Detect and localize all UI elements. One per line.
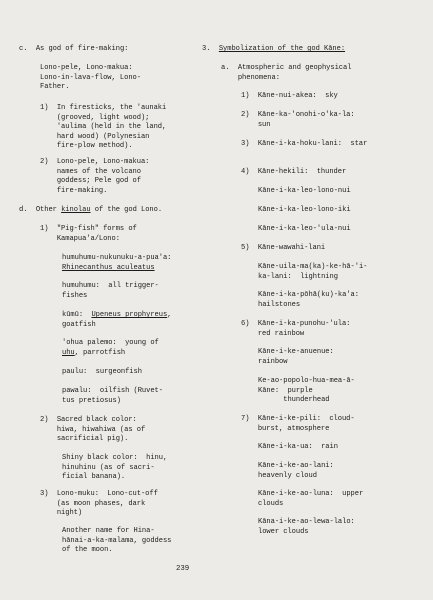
- humuhumu-nukunuku-name: humuhumu-nukunuku-a-pua'a:: [62, 254, 172, 262]
- sacred-black-item: 2) Sacred black color: hiwa, hiwahiwa (as of sacrificial pig).: [40, 416, 146, 444]
- section-3-title: Symbolization of the god Kāne:: [218, 45, 346, 53]
- kumu-entry: kūmū: Upeneus prophyreus,: [62, 311, 172, 319]
- humuhumu-entry: humuhumu: all trigger- fishes: [62, 282, 159, 300]
- section-c-heading: c. As god of fire-making:: [19, 45, 129, 53]
- upeneus-latin-name: Upeneus prophyreus: [91, 311, 168, 319]
- paulu-entry: paulu: surgeonfish: [62, 368, 142, 376]
- section-3-heading: 3. Symbolization of the god Kāne:: [202, 45, 346, 53]
- kinolau-term: kinolau: [61, 206, 91, 214]
- kane-star-item: 3) Kāne-i-ka-hoku-lani: star: [241, 140, 368, 148]
- kane-rain-entry: Kāne-i-ka-ua: rain: [258, 443, 338, 451]
- atmospheric-heading: a. Atmospheric and geophysical phenomena:: [221, 64, 352, 82]
- kane-cloudburst-item: 7) Kāne-i-ke-pili: cloud- burst, atmosphere: [241, 415, 355, 433]
- parrotfish-gloss: uhu, parrotfish: [62, 349, 126, 357]
- kane-heavenly-cloud-entry: Kāne-i-ke-ao-lani: heavenly cloud: [258, 462, 334, 480]
- uhu-term: uhu: [62, 349, 75, 357]
- kane-hailstones-entry: Kāne-i-ka-pōhā(ku)-ka'a: hailstones: [258, 291, 359, 309]
- ohua-palemo-entry: 'ohua palemo: young of: [62, 339, 159, 347]
- shiny-black-entry: Shiny black color: hinu, hinuhinu (as of sacri- ficial banana).: [62, 454, 168, 482]
- hina-moon-entry: Another name for Hina- hānai-a-ka-malama, goddess of the moon.: [62, 527, 172, 555]
- kane-rainbow-entry: Kāne-i-ke-anuenue: rainbow: [258, 348, 334, 366]
- firesticks-item: 1) In firesticks, the 'aunaki (grooved, light wood); 'aulima (held in the land, hard wood) (Polynesian fire-plow method).: [40, 104, 167, 151]
- kane-sun-item: 2) Kāne-ka-'onohi-o'ka-la: sun: [241, 111, 355, 129]
- kane-leo-lono-iki: Kāne-i-ka-leo-lono-iki: [258, 206, 351, 214]
- kane-leo-lono-nui: Kāne-i-ka-leo-lono-nui: [258, 187, 351, 195]
- kane-red-rainbow-item: 6) Kāne-i-ka-punohu-'ula: red rainbow: [241, 320, 351, 338]
- kane-wawahi-lani-item: 5) Kāne-wawahi-lani: [241, 244, 326, 252]
- kane-lightning-entry: Kāne-uila-ma(ka)-ke-hā-'i- ka-lani: lightning: [258, 263, 368, 281]
- lono-muku-item: 3) Lono-muku: Lono-cut-off (as moon phases, dark night): [40, 490, 158, 518]
- kane-lower-clouds-entry: Kāna-i-ke-ao-lewa-lalo: lower clouds: [258, 518, 355, 536]
- rhinecanthus-latin-name: Rhinecanthus aculeatus: [62, 264, 155, 272]
- kane-leo-ula-nui: Kāne-i-ka-leo-'ula-nui: [258, 225, 351, 233]
- fire-god-names: Lono-pele, Lono-makua: Lono-in-lava-flow, Lono- Father.: [40, 64, 141, 92]
- kane-thunder-item: 4) Kāne-hekili: thunder: [241, 168, 347, 176]
- goatfish-gloss: goatfish: [62, 321, 96, 329]
- section-d-heading: d. Other kinolau of the god Lono.: [19, 206, 163, 214]
- pawalu-entry: pawalu: oilfish (Ruvet- tus pretiosus): [62, 387, 163, 405]
- kane-upper-clouds-entry: Kāne-i-ke-ao-luna: upper clouds: [258, 490, 364, 508]
- page-number: 239: [176, 565, 190, 573]
- kane-sky-item: 1) Kāne-nui-akea: sky: [241, 92, 338, 100]
- purple-thunderhead-entry: Ke-ao-popolo-hua-mea-ā- Kāne: purple thunderhead: [258, 377, 355, 405]
- volcano-goddess-item: 2) Lono-pele, Lono-makua: names of the volcano goddess; Pele god of fire-making.: [40, 158, 150, 195]
- pig-fish-item: 1) "Pig-fish" forms of Kamapua'a/Lono:: [40, 225, 137, 243]
